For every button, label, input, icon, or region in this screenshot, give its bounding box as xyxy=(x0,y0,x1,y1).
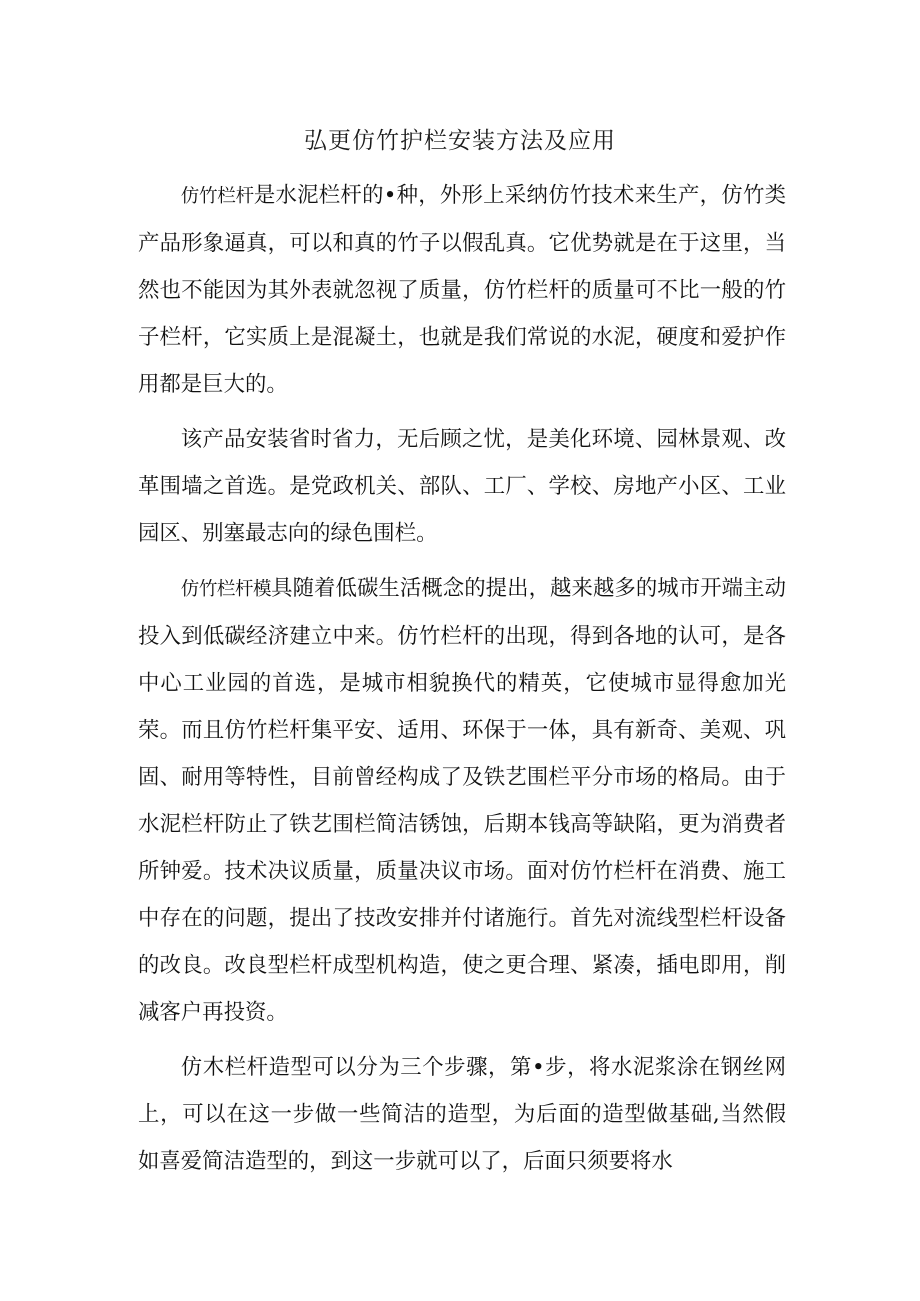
paragraph-4 xyxy=(138,1044,786,1185)
paragraph-1 xyxy=(138,172,786,408)
paragraph-1-text: 是水泥栏杆的•种，外形上采纳仿竹技术来生产，仿竹类产品形象逼真，可以和真的竹子以假乱真。它优势就是在于这里，当然也不能因为其外表就忽视了质量，仿竹栏杆的质量可不比一般的竹子栏杆，它实质上是混凝土，也就是我们常说的水泥，硬度和爱护作用都是巨大的。 xyxy=(138,183,786,397)
paragraph-3 xyxy=(138,565,786,1036)
paragraph-2 xyxy=(138,416,786,557)
paragraph-1-lead: 仿竹栏杆 xyxy=(180,186,254,207)
paragraph-3-text: 具随着低碳生活概念的提出，越来越多的城市开端主动投入到低碳经济建立中来。仿竹栏杆的出现，得到各地的认可，是各中心工业园的首选，是城市相貌换代的精英，它使城市显得愈加光荣。而且仿竹栏杆集平安、适用、环保于一体，具有新奇、美观、巩固、耐用等特性，目前曾经构成了及铁艺围栏平分市场的格局。由于水泥栏杆防止了铁艺围栏简洁锈蚀，后期本钱高等缺陷，更为消费者所钟爱。技术决议质量，质量决议市场。面对仿竹栏杆在消费、施工中存在的问题，提出了技改安排并付诸施行。首先对流线型栏杆设备的改良。改良型栏杆成型机构造，使之更合理、紧凑，插电即用，削减客户再投资。 xyxy=(138,576,786,1025)
paragraph-3-lead: 仿竹栏杆模 xyxy=(180,579,272,600)
document-body xyxy=(138,172,786,1193)
paragraph-4-text: 仿木栏杆造型可以分为三个步骤，第•步，将水泥浆涂在钢丝网上，可以在这一步做一些简洁的造型，为后面的造型做基础,当然假如喜爱简洁造型的，到这一步就可以了，后面只须要将水 xyxy=(138,1055,786,1174)
paragraph-2-text: 该产品安装省时省力，无后顾之忧，是美化环境、园林景观、改革围墙之首选。是党政机关、部队、工厂、学校、房地产小区、工业园区、别塞最志向的绿色围栏。 xyxy=(138,427,786,546)
document-title: 弘更仿竹护栏安装方法及应用 xyxy=(304,128,616,154)
